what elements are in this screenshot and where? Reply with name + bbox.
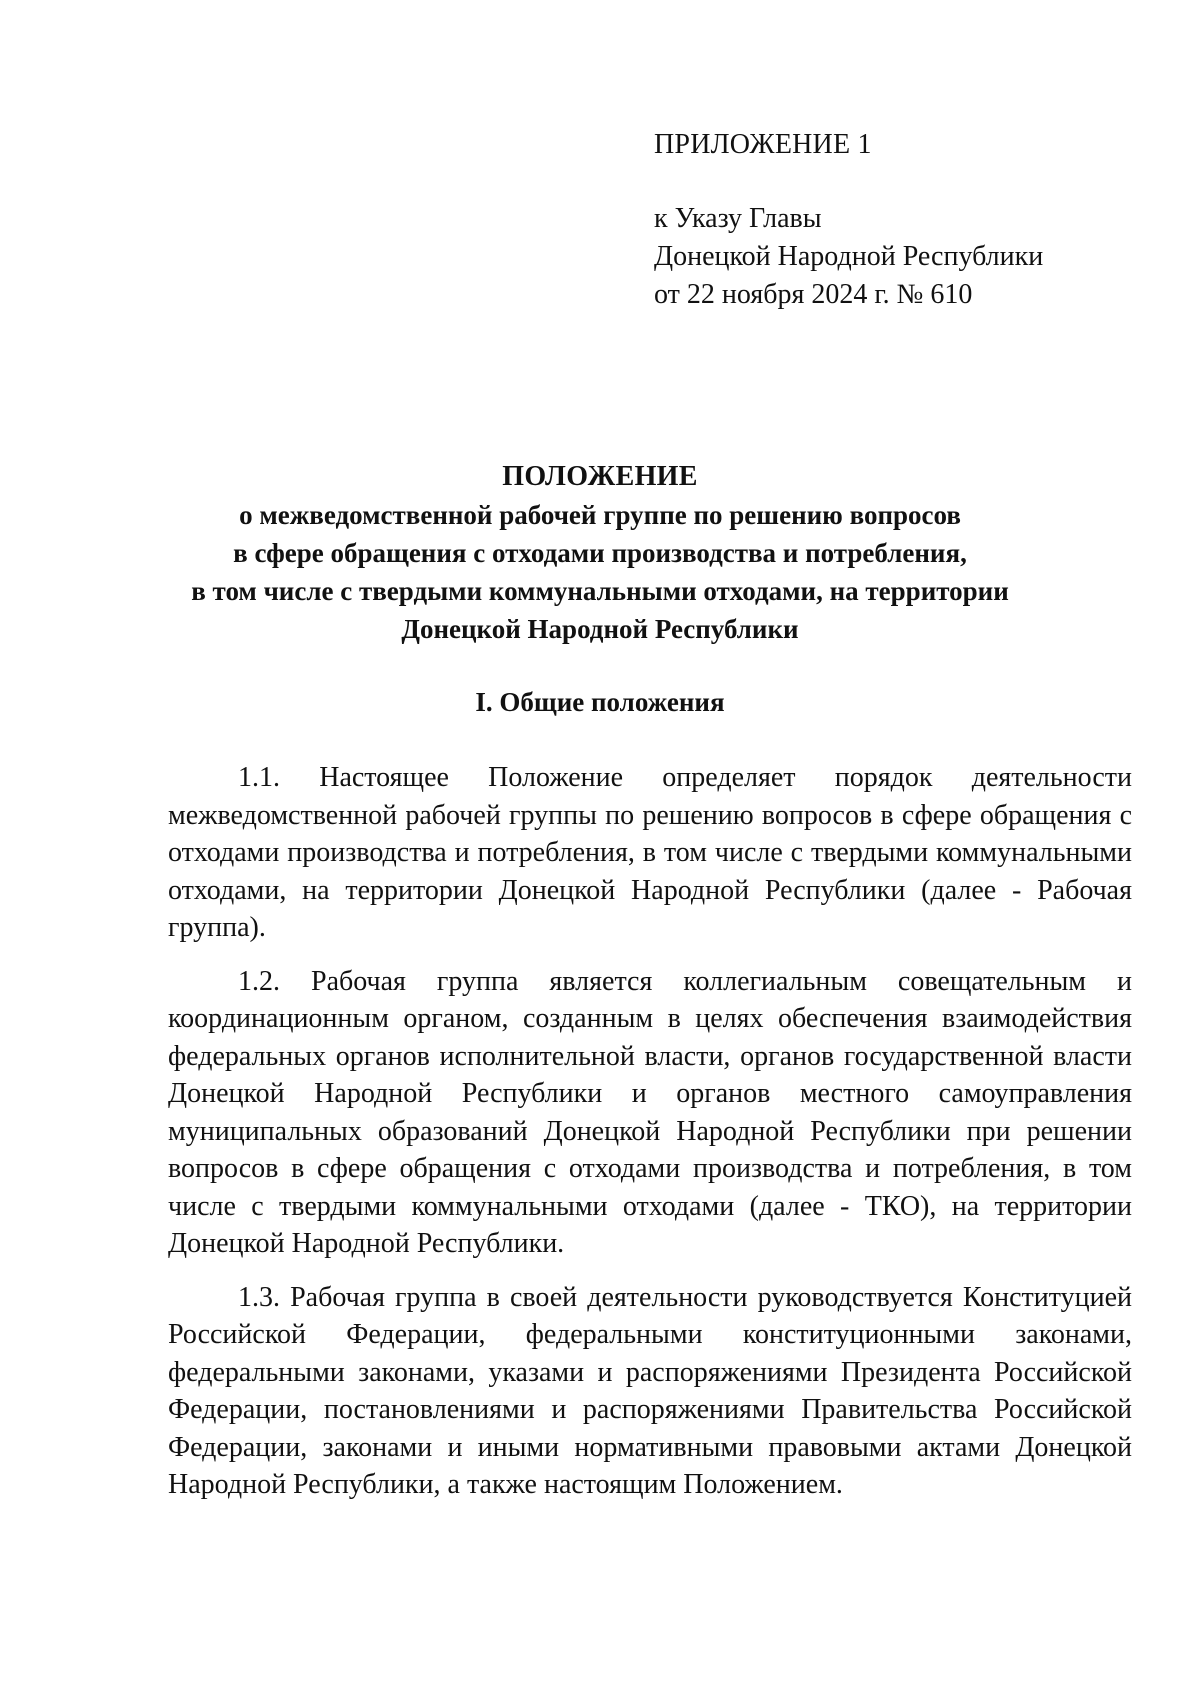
paragraph-1-1: 1.1. Настоящее Положение определяет порядок деятельности межведомственной рабочей группы по решению вопросов в сфере обращения с отходами производства и потребления, в том числе с твердыми коммунальными отходами, на территории Донецкой Народной Республики (далее - Рабочая группа). — [168, 762, 1132, 943]
annex-title: ПРИЛОЖЕНИЕ 1 — [654, 129, 872, 160]
document-title-block — [150, 458, 1050, 648]
document-body — [168, 759, 1132, 1520]
document-subtitle-line: в сфере обращения с отходами производства и потребления, — [233, 538, 967, 568]
document-subtitle-line: о межведомственной рабочей группе по решению вопросов — [239, 500, 961, 530]
document-title: ПОЛОЖЕНИЕ — [502, 461, 698, 492]
annex-republic-name: Донецкой Народной Республики — [654, 241, 1044, 272]
section-heading: I. Общие положения — [475, 687, 725, 717]
annex-decree-date: от 22 ноября 2024 г. № 610 — [654, 279, 973, 310]
paragraph-1-3: 1.3. Рабочая группа в своей деятельности руководствуется Конституцией Российской Федерации, федеральными конституционными законами, федеральными законами, указами и распоряжениями Президента Российской Федерации, постановлениями и распоряжениями Правительства Российской Федерации, законами и иными нормативными правовыми актами Донецкой Народной Республики, а также настоящим Положением. — [168, 1281, 1132, 1500]
document-subtitle-line: в том числе с твердыми коммунальными отходами, на территории — [191, 576, 1009, 606]
annex-decree-reference: к Указу Главы — [654, 203, 822, 234]
document-subtitle-line: Донецкой Народной Республики — [401, 614, 799, 644]
paragraph-1-2: 1.2. Рабочая группа является коллегиальным совещательным и координационным органом, созданным в целях обеспечения взаимодействия федеральных органов исполнительной власти, органов государственной власти Донецкой Народной Республики и органов местного самоуправления муниципальных образований Донецкой Народной Республики при решении вопросов в сфере обращения с отходами производства и потребления, в том числе с твердыми коммунальными отходами (далее - ТКО), на территории Донецкой Народной Республики. — [168, 965, 1132, 1259]
annex-block — [654, 126, 1114, 314]
